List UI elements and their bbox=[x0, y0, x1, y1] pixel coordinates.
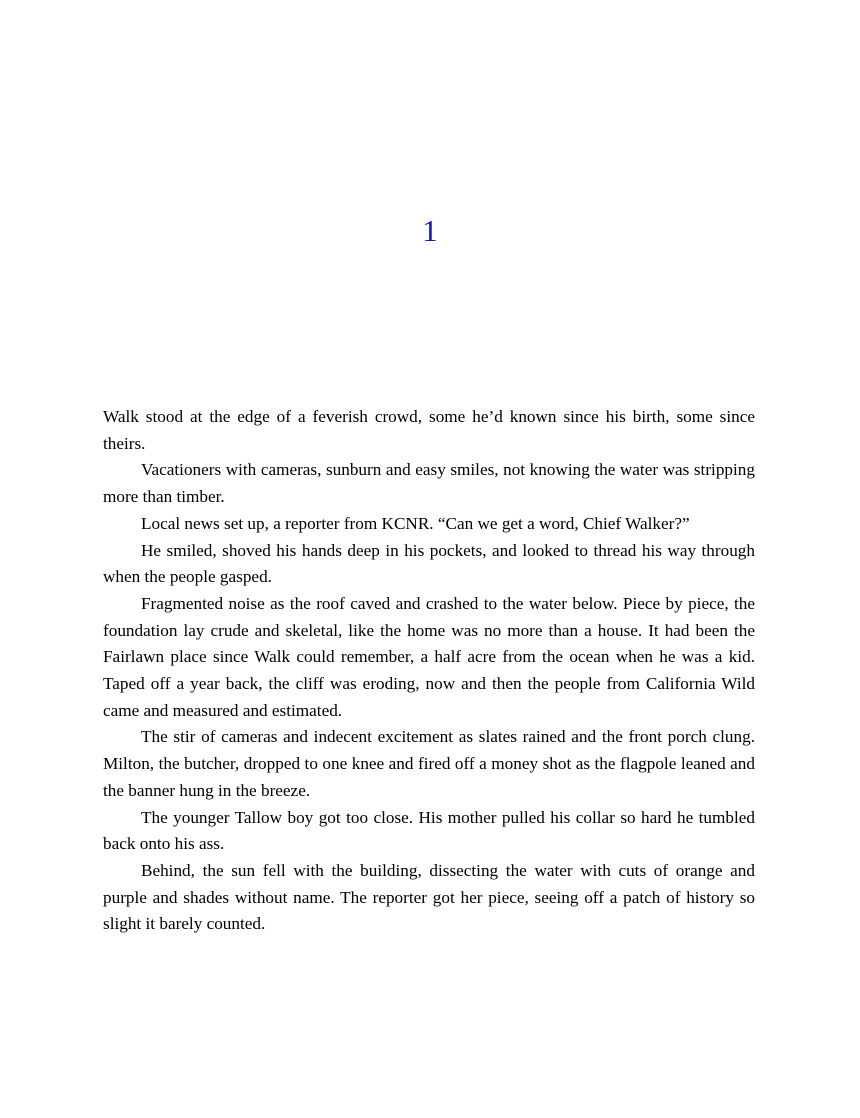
paragraph: Behind, the sun fell with the building, dissecting the water with cuts of orange and purple and shades without name. The reporter got her piece, seeing off a patch of history so slight it barely counted. bbox=[103, 860, 755, 934]
paragraph: The stir of cameras and indecent excitement as slates rained and the front porch clung. Milton, the butcher, dropped to one knee and fired off a money shot as the flagpole leaned and the banner hung in the breeze. bbox=[103, 727, 755, 800]
paragraph: The younger Tallow boy got too close. His mother pulled his collar so hard he tumbled back onto his ass. bbox=[103, 807, 755, 854]
body-text-block bbox=[103, 404, 755, 938]
paragraph: Local news set up, a reporter from KCNR. “Can we get a word, Chief Walker?” bbox=[141, 513, 690, 533]
paragraph: He smiled, shoved his hands deep in his pockets, and looked to thread his way through when the people gasped. bbox=[103, 540, 755, 587]
chapter-number: 1 bbox=[422, 213, 438, 248]
paragraph: Fragmented noise as the roof caved and crashed to the water below. Piece by piece, the foundation lay crude and skeletal, like the home was no more than a house. It had been the Fairlawn place since Walk could remember, a half acre from the ocean when he was a kid. Taped off a year back, the cliff was eroding, now and then the people from California Wild came and measured and estimated. bbox=[103, 593, 755, 720]
paragraph: Vacationers with cameras, sunburn and easy smiles, not knowing the water was stripping more than timber. bbox=[103, 460, 755, 507]
paragraph: Walk stood at the edge of a feverish crowd, some he’d known since his birth, some since theirs. bbox=[103, 407, 755, 453]
